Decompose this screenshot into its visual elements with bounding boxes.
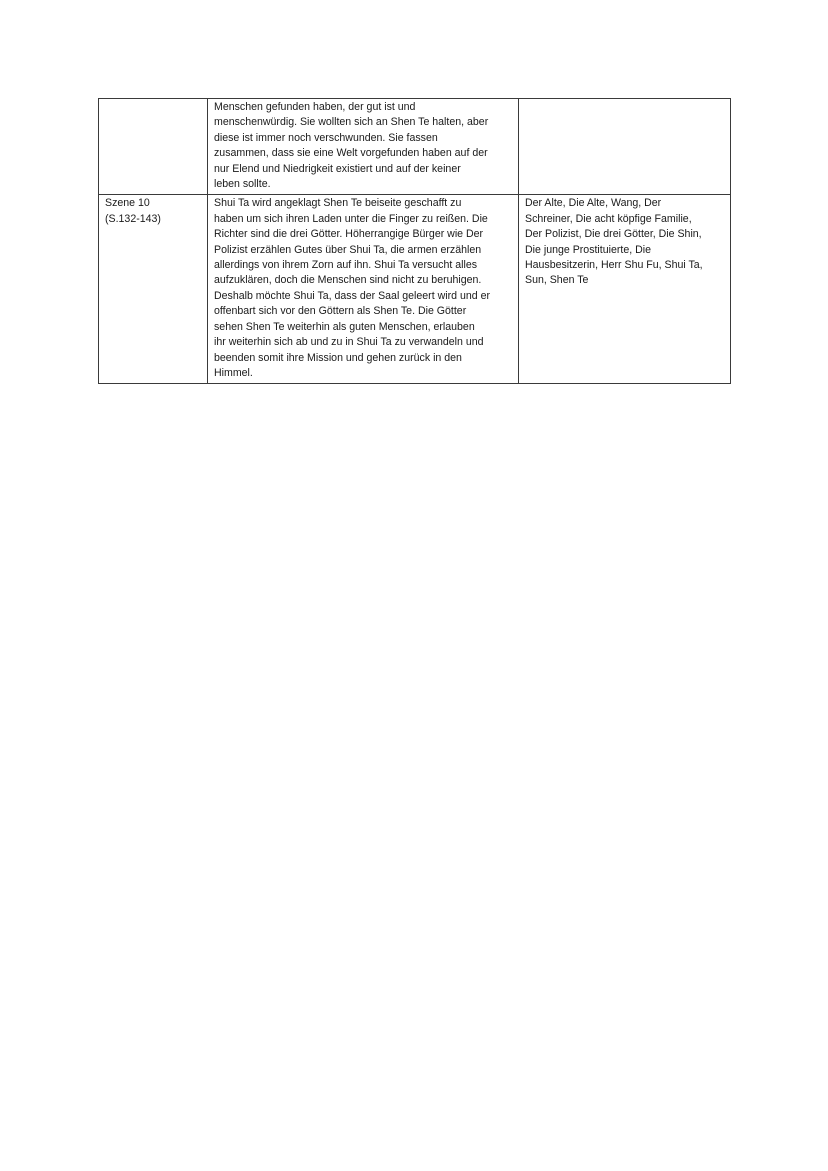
characters-cell: Der Alte, Die Alte, Wang, Der Schreiner, Die acht köpfige Familie, Der Polizist, Die drei Götter, Die Shin, Die junge Prostituierte, Die Hausbesitzerin, Herr Shu Fu, Shui Ta, Sun, Shen Te <box>519 195 731 384</box>
content-cell: Shui Ta wird angeklagt Shen Te beiseite geschafft zu haben um sich ihren Laden unter die Finger zu reißen. Die Richter sind die drei Götter. Höherrangige Bürger wie Der Polizist erzählen Gutes über Shui Ta, die armen erzählen allerdings von ihrem Zorn auf ihn. Shui Ta versucht alles aufzuklären, doch die Menschen sind nicht zu beruhigen. Deshalb möchte Shui Ta, dass der Saal geleert wird und er offenbart sich vor den Göttern als Shen Te. Die Götter sehen Shen Te weiterhin als guten Menschen, erlauben ihr weiterhin sich ab und zu in Shui Ta zu verwandeln und beenden somit ihre Mission und gehen zurück in den Himmel. <box>208 195 519 384</box>
scene-cell: Szene 10 (S.132-143) <box>99 195 208 384</box>
content-cell: Menschen gefunden haben, der gut ist und menschenwürdig. Sie wollten sich an Shen Te halten, aber diese ist immer noch verschwunden. Sie fassen zusammen, dass sie eine Welt vorgefunden haben auf der nur Elend und Niedrigkeit existiert und auf der keiner leben sollte. <box>208 99 519 195</box>
characters-cell <box>519 99 731 195</box>
table-row <box>99 195 731 384</box>
scene-summary-table <box>98 98 731 384</box>
scene-cell <box>99 99 208 195</box>
table-row <box>99 99 731 195</box>
